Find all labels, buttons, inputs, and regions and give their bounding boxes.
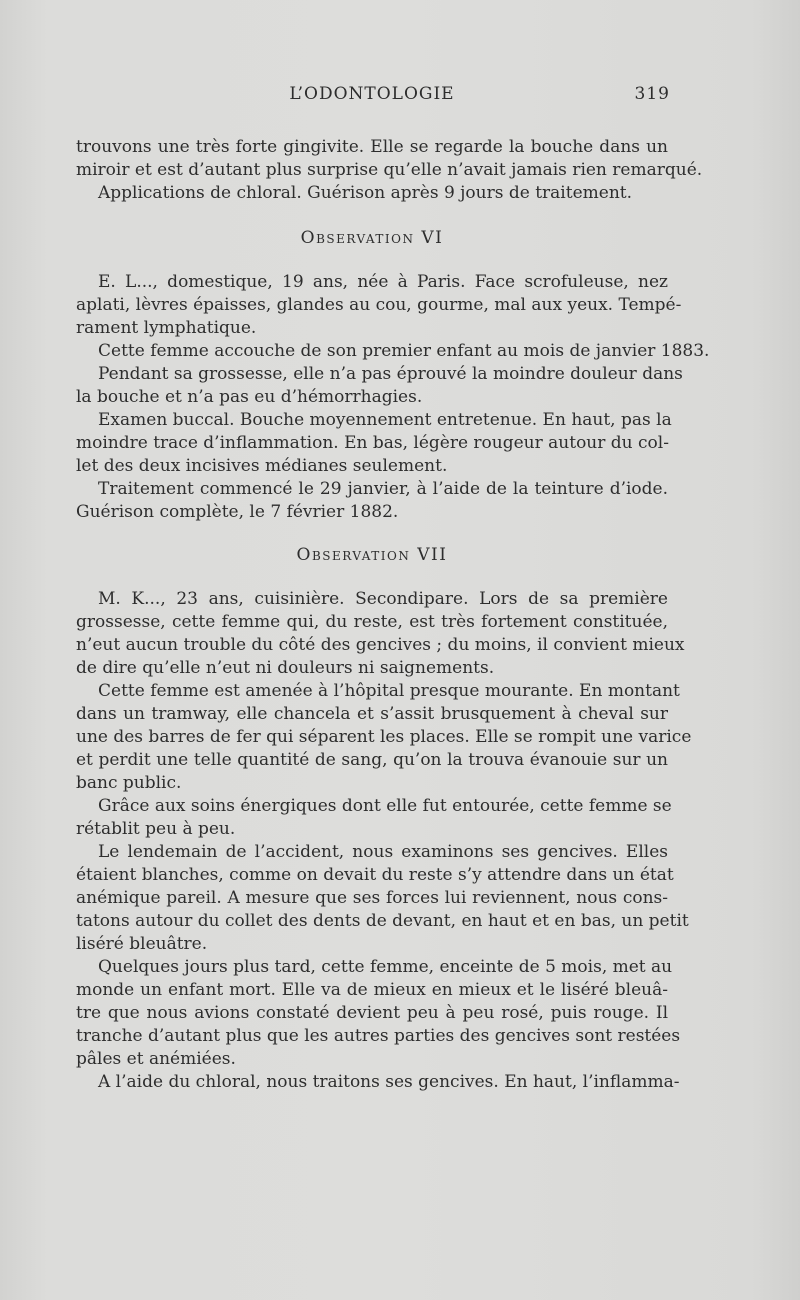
page-number: 319 [634,84,670,104]
text-line: Applications de chloral. Guérison après 9 jours de traitement. [98,183,633,203]
text-line: monde un enfant mort. Elle va de mieux en mieux et le liséré bleuâ- [76,980,668,1000]
text-line: miroir et est d’autant plus surprise qu’elle n’avait jamais rien remarqué. [76,160,703,180]
text-line: rétablit peu à peu. [76,819,236,839]
text-line: Quelques jours plus tard, cette femme, enceinte de 5 mois, met au [98,957,673,977]
text-line: Cette femme accouche de son premier enfant au mois de janvier 1883. [98,341,710,361]
text-line: Pendant sa grossesse, elle n’a pas éprouvé la moindre douleur dans [98,364,683,384]
text-line: pâles et anémiées. [76,1049,236,1069]
running-title: L’ODONTOLOGIE [289,84,455,104]
text-line: Le lendemain de l’accident, nous examinons ses gencives. Elles [98,842,668,862]
text-line: Traitement commencé le 29 janvier, à l’aide de la teinture d’iode. [98,479,668,499]
text-line: anémique pareil. A mesure que ses forces lui reviennent, nous cons- [76,888,668,908]
text-line: tranche d’autant plus que les autres parties des gencives sont restées [76,1026,681,1046]
text-line: trouvons une très forte gingivite. Elle se regarde la bouche dans un [76,137,668,157]
page-header [0,84,800,110]
text-line: let des deux incisives médianes seulement. [76,456,448,476]
text-line: n’eut aucun trouble du côté des gencives ; du moins, il convient mieux [76,635,685,655]
text-line: une des barres de fer qui séparent les places. Elle se rompit une varice [76,727,692,747]
body-text [76,136,710,1094]
text-line: Cette femme est amenée à l’hôpital presque mourante. En montant [98,681,680,701]
text-line: aplati, lèvres épaisses, glandes au cou, gourme, mal aux yeux. Tempé- [76,295,682,315]
text-line: tatons autour du collet des dents de devant, en haut et en bas, un petit [76,911,689,931]
text-line: M. K..., 23 ans, cuisinière. Secondipare. Lors de sa première [98,589,668,609]
text-line: Guérison complète, le 7 février 1882. [76,502,399,522]
text-line: étaient blanches, comme on devait du reste s’y attendre dans un état [76,865,674,885]
section-heading-observation-vi: Observation VI [300,228,444,248]
text-line: banc public. [76,773,182,793]
text-line: tre que nous avions constaté devient peu à peu rosé, puis rouge. Il [76,1003,668,1023]
text-line: de dire qu’elle n’eut ni douleurs ni saignements. [76,658,495,678]
text-line: grossesse, cette femme qui, du reste, est très fortement constituée, [76,612,668,632]
text-line: rament lymphatique. [76,318,257,338]
text-line: Examen buccal. Bouche moyennement entretenue. En haut, pas la [98,410,672,430]
section-heading-observation-vii: Observation VII [296,545,448,565]
text-line: E. L..., domestique, 19 ans, née à Paris. Face scrofuleuse, nez [98,272,668,292]
text-line: A l’aide du chloral, nous traitons ses gencives. En haut, l’inflamma- [98,1072,680,1092]
text-line: dans un tramway, elle chancela et s’assit brusquement à cheval sur [76,704,668,724]
text-line: et perdit une telle quantité de sang, qu’on la trouva évanouie sur un [76,750,668,770]
text-line: moindre trace d’inflammation. En bas, légère rougeur autour du col- [76,433,669,453]
text-line: la bouche et n’a pas eu d’hémorrhagies. [76,387,423,407]
text-line: liséré bleuâtre. [76,934,208,954]
text-line: Grâce aux soins énergiques dont elle fut entourée, cette femme se [98,796,672,816]
